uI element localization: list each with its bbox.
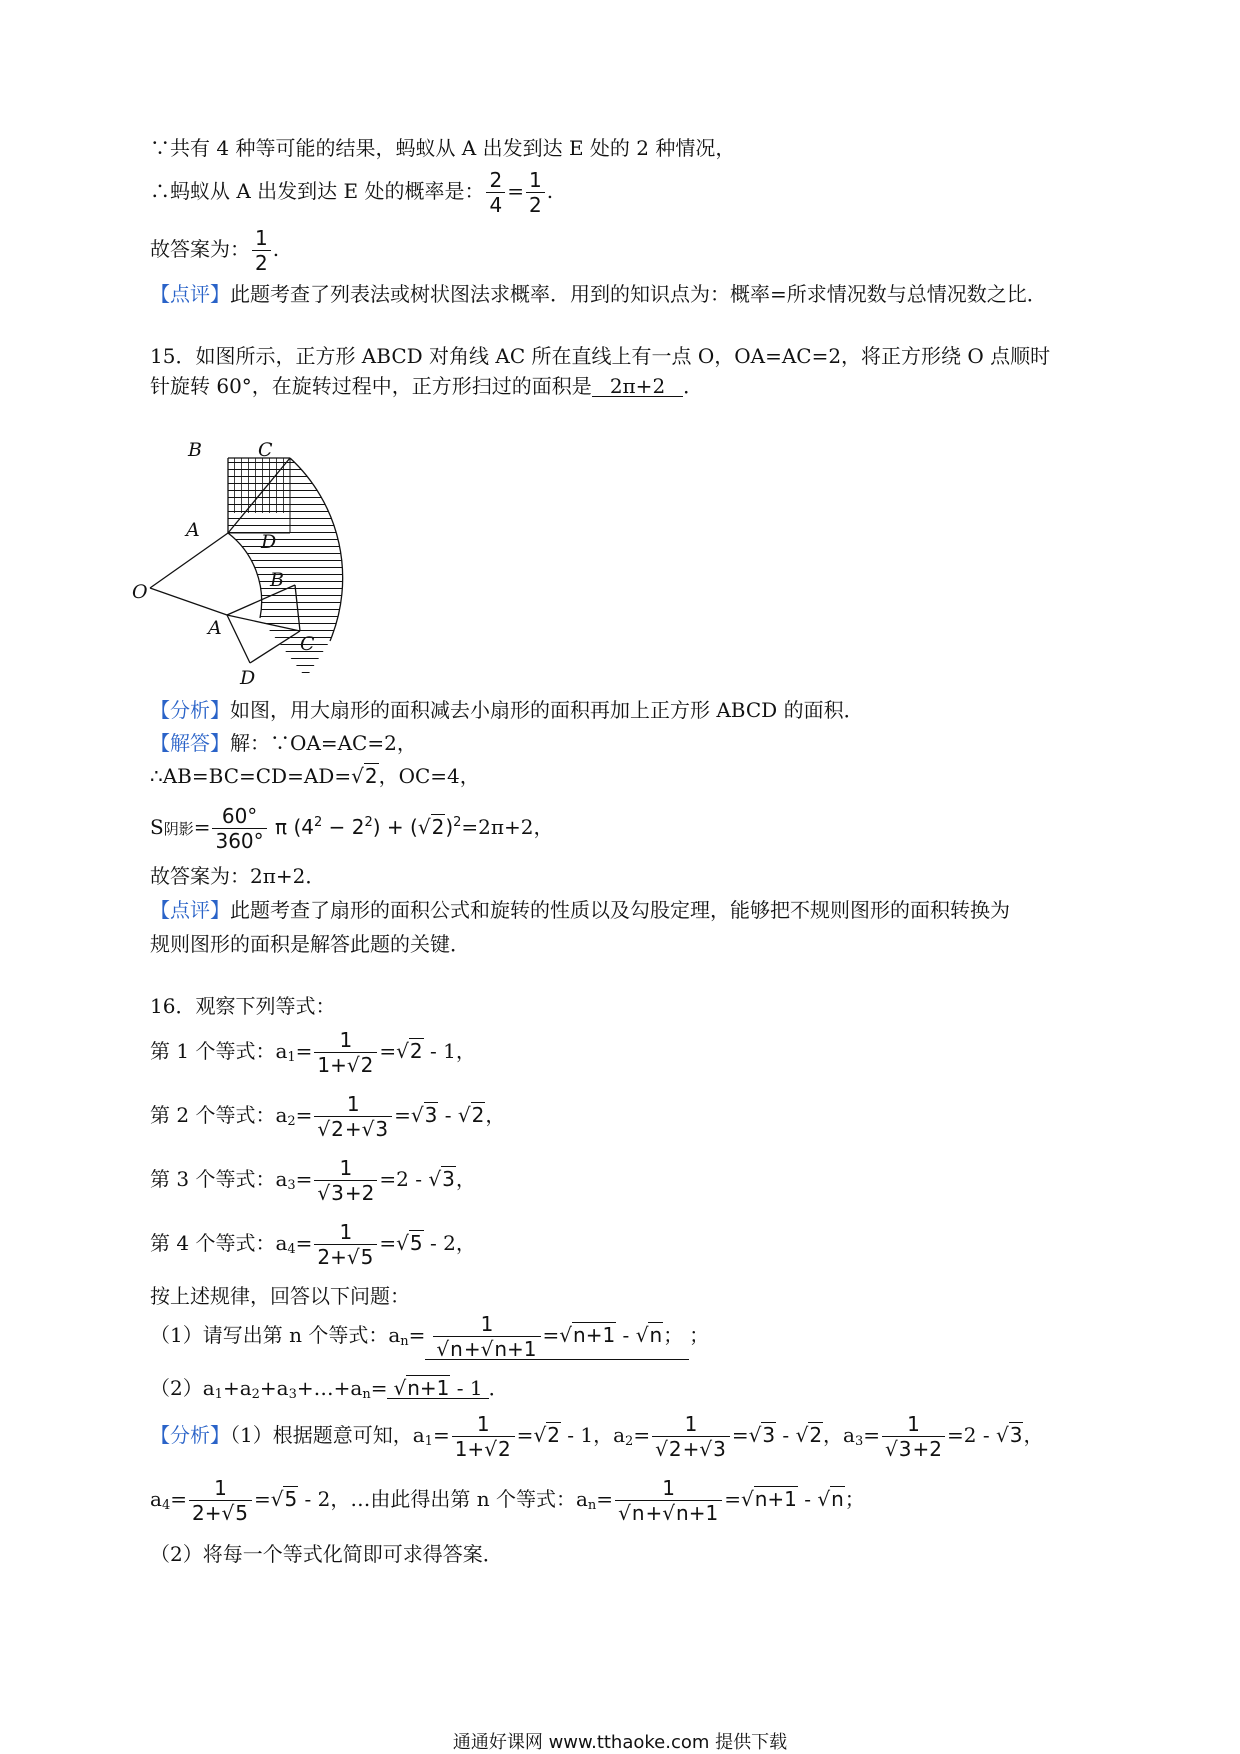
- label-D-rot: D: [240, 667, 256, 689]
- fraction: $\frac{1}{√2+√3}$: [314, 1094, 392, 1139]
- review-tag: 【点评】: [150, 282, 230, 306]
- fraction: $\frac{1}{√n+√n+1}$: [433, 1314, 540, 1359]
- fraction: $\frac{1}{√2+√3}$: [652, 1414, 730, 1459]
- fraction: $\frac{60^\circ}{360^\circ}$: [212, 806, 266, 851]
- answer-blank: √n+1 - 1: [387, 1378, 488, 1399]
- label-A-top: A: [186, 519, 200, 541]
- sqrt: √2: [351, 764, 378, 788]
- p14-line2: ∴蚂蚁从 A 出发到达 E 处的概率是： $\frac{2}{4}$ = $\frac{1}{2}$ .: [150, 168, 554, 217]
- p16-q1: （1）请写出第 n 个等式：$a_n=$ $\frac{1}{√n+√n+1}$ =√n+1 - √n； ；: [150, 1312, 710, 1361]
- label-B-top: B: [188, 439, 202, 461]
- label-C-top: C: [258, 439, 273, 461]
- p16-rule: 按上述规律，回答以下问题：: [150, 1284, 410, 1308]
- fraction: $\frac{1}{√3+2}$: [314, 1158, 377, 1203]
- fraction: $\frac{1}{√3+2}$: [882, 1414, 945, 1459]
- p16-eq3: 第 3 个等式：$a_3=$ $\frac{1}{√3+2}$ =2 - √3，: [150, 1156, 476, 1205]
- p15-question-line1: 15．如图所示，正方形 ABCD 对角线 AC 所在直线上有一点 O，OA=AC=2，将正方形绕 O 点顺时: [150, 344, 1051, 368]
- label-D-top: D: [261, 531, 277, 553]
- label-C-rot: C: [300, 633, 315, 655]
- p15-review-line2: 规则图形的面积是解答此题的关键．: [150, 932, 470, 956]
- p16-eq1: 第 1 个等式：$a_1=$ $\frac{1}{1+√2}$ =√2 - 1，: [150, 1028, 476, 1077]
- fraction: $\frac{1}{2+√5}$: [314, 1222, 377, 1267]
- p16-title: 16．观察下列等式：: [150, 994, 336, 1018]
- fraction: $\frac{1}{√n+√n+1}$: [615, 1478, 722, 1523]
- fraction: $\frac{1}{2+√5}$: [189, 1478, 252, 1523]
- p16-eq2: 第 2 个等式：$a_2=$ $\frac{1}{√2+√3}$ =√3 - √2，: [150, 1092, 506, 1141]
- vertical-hatch: [233, 458, 290, 513]
- p16-q2: $(2)a_1+a_2+a_3+\dots+a_n= √n+1 - 1$ ．: [150, 1376, 509, 1402]
- review-tag: 【点评】: [150, 898, 230, 922]
- solution-tag: 【解答】: [150, 731, 230, 755]
- label-O: O: [132, 581, 148, 603]
- analysis-tag: 【分析】: [150, 698, 230, 722]
- fraction: $\frac{1}{2}$: [526, 170, 545, 215]
- p16-analysis-line1: 【分析】（1）根据题意可知，$a_1=$ $\frac{1}{1+√2}$ =√2 - 1，$a_2=$ $\frac{1}{√2+√3}$ =√3 - √2，$a_3=$ $\frac{1}{√3+2}$ =2 - √3，: [150, 1412, 1044, 1461]
- p14-answer: 故答案为： $\frac{1}{2}$ .: [150, 226, 280, 275]
- fraction: $\frac{1}{2}$: [252, 228, 271, 273]
- rotation-figure: [132, 438, 370, 689]
- p15-analysis: 【分析】如图，用大扇形的面积减去小扇形的面积再加上正方形 ABCD 的面积．: [150, 698, 864, 722]
- footer: 通通好课网 www.tthaoke.com 提供下载: [452, 1732, 788, 1753]
- answer-blank: $\frac{1}{√n+√n+1}$ =√n+1 - √n；: [425, 1314, 689, 1360]
- p15-solution-line3: S阴影= $\frac{60^\circ}{360^\circ}$ π $(4^2 - 2^2) + (√2)^2=2\pi+2$，: [150, 804, 554, 853]
- p16-eq4: 第 4 个等式：$a_4=$ $\frac{1}{2+√5}$ =√5 - 2，: [150, 1220, 476, 1269]
- p16-analysis-line2: $a_4=$ $\frac{1}{2+√5}$ =√5 - 2，…由此得出第 n 个等式：$a_n=$ $\frac{1}{√n+√n+1}$ =√n+1 - √n；: [150, 1476, 865, 1525]
- analysis-tag: 【分析】: [150, 1423, 230, 1447]
- fraction: $\frac{2}{4}$: [486, 170, 505, 215]
- p15-solution-line2: ∴AB=BC=CD=AD=√2，OC=4，: [150, 764, 480, 788]
- p14-review: 【点评】此题考查了列表法或树状图法求概率．用到的知识点为：概率=所求情况数与总情况数之比．: [150, 282, 1047, 306]
- answer-blank: 2π+2: [592, 376, 683, 397]
- p15-review-line1: 【点评】此题考查了扇形的面积公式和旋转的性质以及勾股定理，能够把不规则图形的面积转换为: [150, 898, 1010, 922]
- p14-line1: ∵共有 4 种等可能的结果，蚂蚁从 A 出发到达 E 处的 2 种情况，: [150, 136, 736, 160]
- p15-answer: 故答案为：2π+2．: [150, 864, 326, 888]
- p16-analysis-line3: （2）将每一个等式化简即可求得答案．: [150, 1542, 503, 1566]
- label-B-rot: B: [270, 569, 284, 591]
- fraction: $\frac{1}{1+√2}$: [452, 1414, 515, 1459]
- label-A-rot: A: [208, 617, 222, 639]
- fraction: $\frac{1}{1+√2}$: [314, 1030, 377, 1075]
- p15-question-line2: 针旋转 60°，在旋转过程中，正方形扫过的面积是 2π+2 ．: [150, 374, 704, 398]
- p15-solution: 【解答】解：∵OA=AC=2，: [150, 731, 417, 755]
